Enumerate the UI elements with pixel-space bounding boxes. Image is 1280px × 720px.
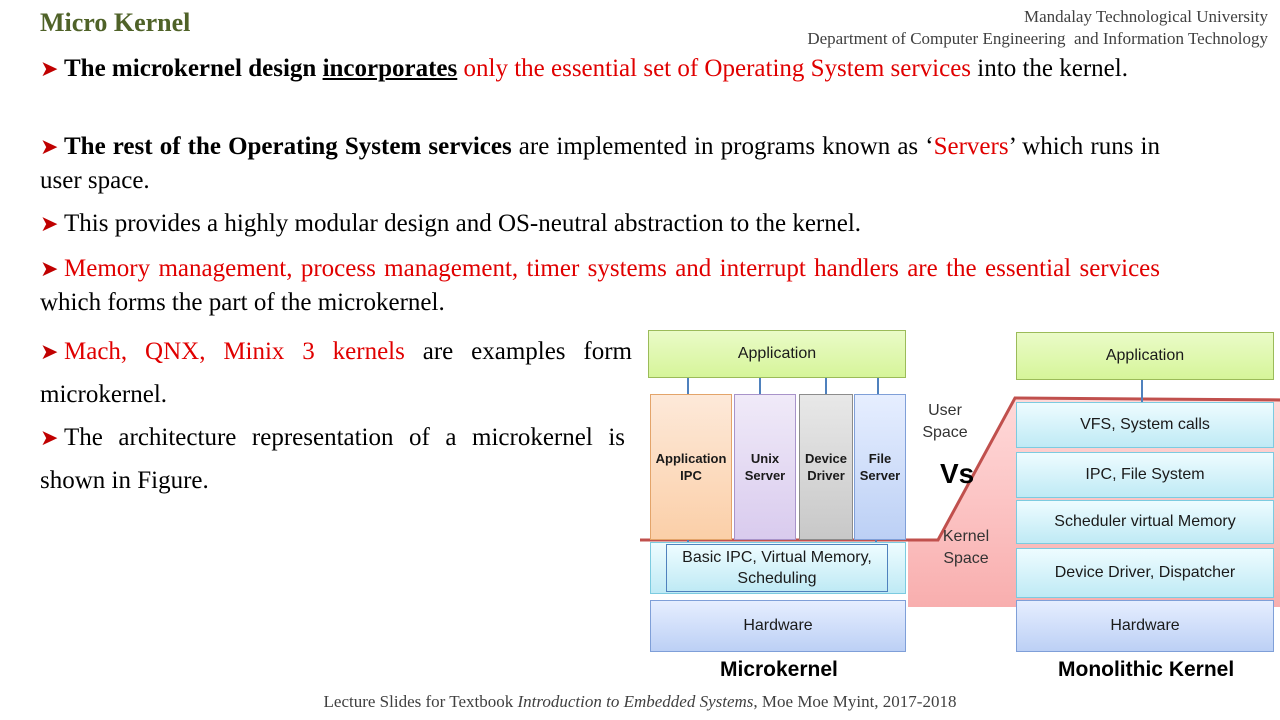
bullet-3 bbox=[40, 207, 1160, 241]
institution-header bbox=[807, 6, 1268, 50]
slide-title: Micro Kernel bbox=[40, 8, 191, 37]
kernel-comparison-diagram bbox=[640, 322, 1280, 692]
bullet-text: Memory management, process management, timer systems and interrupt handlers are the essential services bbox=[64, 255, 1160, 282]
bullet-5 bbox=[40, 330, 632, 416]
bullet-text: This provides a highly modular design and OS-neutral abstraction to the kernel. bbox=[64, 210, 862, 237]
bullet-text: are examples form microkernel. bbox=[40, 338, 632, 408]
device-driver-box: Device Driver bbox=[799, 394, 853, 540]
bullet-2 bbox=[40, 130, 1160, 198]
bullet-1 bbox=[40, 52, 1160, 86]
bullet-text: Servers bbox=[933, 133, 1009, 160]
bullet-text: are implemented in programs known as ‘ bbox=[511, 133, 934, 160]
bullet-text: The architecture representation of a microkernel is shown in Figure. bbox=[40, 424, 625, 494]
arrow-bullet-icon: ➤ bbox=[40, 256, 59, 281]
unix-server-box: Unix Server bbox=[734, 394, 796, 540]
micro-hardware-box: Hardware bbox=[650, 600, 906, 652]
bullet-6 bbox=[40, 416, 625, 502]
footer-text: Lecture Slides for Textbook bbox=[323, 692, 518, 711]
file-server-box: File Server bbox=[854, 394, 906, 540]
device-dispatcher-box: Device Driver, Dispatcher bbox=[1016, 548, 1274, 598]
ipc-fs-box: IPC, File System bbox=[1016, 452, 1274, 498]
vfs-box: VFS, System calls bbox=[1016, 402, 1274, 448]
bullet-text: into the kernel. bbox=[971, 55, 1128, 82]
arrow-bullet-icon: ➤ bbox=[40, 211, 59, 236]
kernel-space-label: Kernel Space bbox=[942, 528, 990, 567]
bullet-text: only the essential set of Operating System services bbox=[457, 55, 972, 82]
microkernel-caption: Microkernel bbox=[720, 658, 838, 681]
department-name: Department of Computer Engineering and Information Technology bbox=[807, 29, 1268, 48]
bullet-text: ’ which runs in user space. bbox=[40, 133, 1160, 194]
micro-application-box: Application bbox=[648, 330, 906, 378]
bullet-text: which forms the part of the microkernel. bbox=[40, 289, 445, 316]
mono-hardware-box: Hardware bbox=[1016, 600, 1274, 652]
vs-label: Vs bbox=[940, 458, 975, 489]
university-name: Mandalay Technological University bbox=[1024, 7, 1268, 26]
basic-ipc-box: Basic IPC, Virtual Memory, Scheduling bbox=[666, 544, 888, 592]
bullet-text: The microkernel design bbox=[64, 55, 323, 82]
monolithic-caption: Monolithic Kernel bbox=[1058, 658, 1235, 681]
arrow-bullet-icon: ➤ bbox=[40, 339, 59, 364]
arrow-bullet-icon: ➤ bbox=[40, 56, 59, 81]
arrow-bullet-icon: ➤ bbox=[40, 134, 59, 159]
bullet-text: Mach, QNX, Minix 3 kernels bbox=[64, 338, 405, 365]
footer-book-title: Introduction to Embedded Systems bbox=[517, 692, 754, 711]
app-ipc-box: Application IPC bbox=[650, 394, 732, 540]
slide-footer bbox=[0, 692, 1280, 712]
arrow-bullet-icon: ➤ bbox=[40, 425, 59, 450]
scheduler-box: Scheduler virtual Memory bbox=[1016, 500, 1274, 544]
bullet-text: The rest of the Operating System services bbox=[64, 133, 512, 160]
bullet-4 bbox=[40, 252, 1160, 320]
mono-application-box: Application bbox=[1016, 332, 1274, 380]
user-space-label: User Space bbox=[922, 402, 968, 441]
bullet-text: incorporates bbox=[322, 55, 458, 82]
footer-text: , Moe Moe Myint, 2017-2018 bbox=[753, 692, 957, 711]
